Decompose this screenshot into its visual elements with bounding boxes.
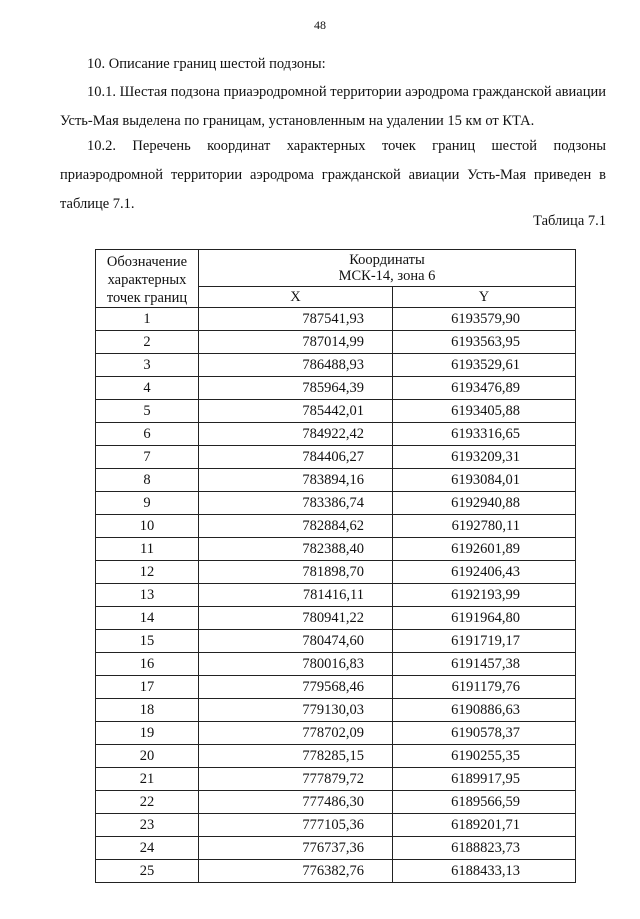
y-coordinate-cell: 6193084,01 (393, 469, 576, 492)
table-body (96, 308, 576, 883)
y-coordinate-cell: 6192601,89 (393, 538, 576, 561)
point-number-cell: 11 (96, 538, 199, 561)
x-coordinate-cell: 779568,46 (199, 676, 393, 699)
y-coordinate-cell: 6193209,31 (393, 446, 576, 469)
point-number-cell: 24 (96, 837, 199, 860)
y-coordinate-cell: 6191964,80 (393, 607, 576, 630)
x-coordinate-cell: 776737,36 (199, 837, 393, 860)
table-row (96, 446, 576, 469)
point-number-cell: 13 (96, 584, 199, 607)
x-coordinate-cell: 782884,62 (199, 515, 393, 538)
point-number-cell: 3 (96, 354, 199, 377)
y-coordinate-cell: 6192406,43 (393, 561, 576, 584)
table-row (96, 492, 576, 515)
point-number-cell: 14 (96, 607, 199, 630)
point-number-cell: 25 (96, 860, 199, 883)
y-coordinate-cell: 6191179,76 (393, 676, 576, 699)
table-row (96, 814, 576, 837)
section-heading: 10. Описание границ шестой подзоны: (87, 56, 326, 72)
point-number-cell: 8 (96, 469, 199, 492)
table-row (96, 676, 576, 699)
y-coordinate-cell: 6189917,95 (393, 768, 576, 791)
table-row (96, 630, 576, 653)
x-coordinate-cell: 782388,40 (199, 538, 393, 561)
table-row (96, 860, 576, 883)
point-number-cell: 7 (96, 446, 199, 469)
x-coordinate-cell: 784406,27 (199, 446, 393, 469)
y-coordinate-cell: 6189566,59 (393, 791, 576, 814)
y-coordinate-cell: 6193405,88 (393, 400, 576, 423)
header-y: Y (393, 287, 576, 308)
y-coordinate-cell: 6188433,13 (393, 860, 576, 883)
point-number-cell: 15 (96, 630, 199, 653)
x-coordinate-cell: 780474,60 (199, 630, 393, 653)
x-coordinate-cell: 786488,93 (199, 354, 393, 377)
x-coordinate-cell: 781416,11 (199, 584, 393, 607)
y-coordinate-cell: 6191457,38 (393, 653, 576, 676)
y-coordinate-cell: 6191719,17 (393, 630, 576, 653)
x-coordinate-cell: 776382,76 (199, 860, 393, 883)
table-row (96, 653, 576, 676)
y-coordinate-cell: 6189201,71 (393, 814, 576, 837)
y-coordinate-cell: 6190255,35 (393, 745, 576, 768)
table-row (96, 331, 576, 354)
point-number-cell: 5 (96, 400, 199, 423)
header-coordinates (199, 250, 576, 287)
header-x: X (199, 287, 393, 308)
x-coordinate-cell: 783386,74 (199, 492, 393, 515)
x-coordinate-cell: 787014,99 (199, 331, 393, 354)
table-row (96, 722, 576, 745)
table-row (96, 308, 576, 331)
table-row (96, 377, 576, 400)
table-row (96, 400, 576, 423)
header-coordinate-system: МСК-14, зона 6 (338, 268, 436, 284)
table-row (96, 538, 576, 561)
y-coordinate-cell: 6192193,99 (393, 584, 576, 607)
x-coordinate-cell: 777486,30 (199, 791, 393, 814)
y-coordinate-cell: 6193579,90 (393, 308, 576, 331)
table-row (96, 699, 576, 722)
point-number-cell: 1 (96, 308, 199, 331)
point-number-cell: 6 (96, 423, 199, 446)
table-row (96, 745, 576, 768)
y-coordinate-cell: 6190578,37 (393, 722, 576, 745)
x-coordinate-cell: 777105,36 (199, 814, 393, 837)
x-coordinate-cell: 783894,16 (199, 469, 393, 492)
x-coordinate-cell: 779130,03 (199, 699, 393, 722)
y-coordinate-cell: 6188823,73 (393, 837, 576, 860)
y-coordinate-cell: 6190886,63 (393, 699, 576, 722)
table-row (96, 515, 576, 538)
table-row (96, 584, 576, 607)
table-row (96, 607, 576, 630)
y-coordinate-cell: 6193316,65 (393, 423, 576, 446)
point-number-cell: 22 (96, 791, 199, 814)
point-number-cell: 16 (96, 653, 199, 676)
x-coordinate-cell: 787541,93 (199, 308, 393, 331)
x-coordinate-cell: 780016,83 (199, 653, 393, 676)
table-row (96, 354, 576, 377)
x-coordinate-cell: 778285,15 (199, 745, 393, 768)
table-row (96, 469, 576, 492)
x-coordinate-cell: 781898,70 (199, 561, 393, 584)
paragraph-10-2: 10.2. Перечень координат характерных точек границ шестой подзоны приаэродромной территории аэродрома гражданской авиации Усть-Мая приведен в таблице 7.1. (60, 138, 606, 212)
point-number-cell: 19 (96, 722, 199, 745)
point-number-cell: 12 (96, 561, 199, 584)
point-number-cell: 21 (96, 768, 199, 791)
y-coordinate-cell: 6192940,88 (393, 492, 576, 515)
point-number-cell: 23 (96, 814, 199, 837)
header-point-label: Обозначение характерных точек границ (96, 250, 199, 308)
table-row (96, 837, 576, 860)
point-number-cell: 18 (96, 699, 199, 722)
point-number-cell: 2 (96, 331, 199, 354)
table-row (96, 561, 576, 584)
table-caption: Таблица 7.1 (533, 213, 606, 229)
header-coordinates-title: Координаты (349, 252, 425, 268)
x-coordinate-cell: 785442,01 (199, 400, 393, 423)
point-number-cell: 10 (96, 515, 199, 538)
x-coordinate-cell: 780941,22 (199, 607, 393, 630)
y-coordinate-cell: 6193563,95 (393, 331, 576, 354)
paragraph-10-1: 10.1. Шестая подзона приаэродромной территории аэродрома гражданской авиации Усть-Мая выделена по границам, установленным на удалении 15 км от КТА. (60, 84, 606, 129)
point-number-cell: 20 (96, 745, 199, 768)
table-row (96, 791, 576, 814)
y-coordinate-cell: 6193529,61 (393, 354, 576, 377)
page-number: 48 (314, 18, 326, 32)
point-number-cell: 4 (96, 377, 199, 400)
x-coordinate-cell: 784922,42 (199, 423, 393, 446)
point-number-cell: 17 (96, 676, 199, 699)
x-coordinate-cell: 777879,72 (199, 768, 393, 791)
table-row (96, 423, 576, 446)
point-number-cell: 9 (96, 492, 199, 515)
coordinates-table (95, 249, 576, 883)
x-coordinate-cell: 778702,09 (199, 722, 393, 745)
x-coordinate-cell: 785964,39 (199, 377, 393, 400)
y-coordinate-cell: 6193476,89 (393, 377, 576, 400)
table-row (96, 768, 576, 791)
y-coordinate-cell: 6192780,11 (393, 515, 576, 538)
